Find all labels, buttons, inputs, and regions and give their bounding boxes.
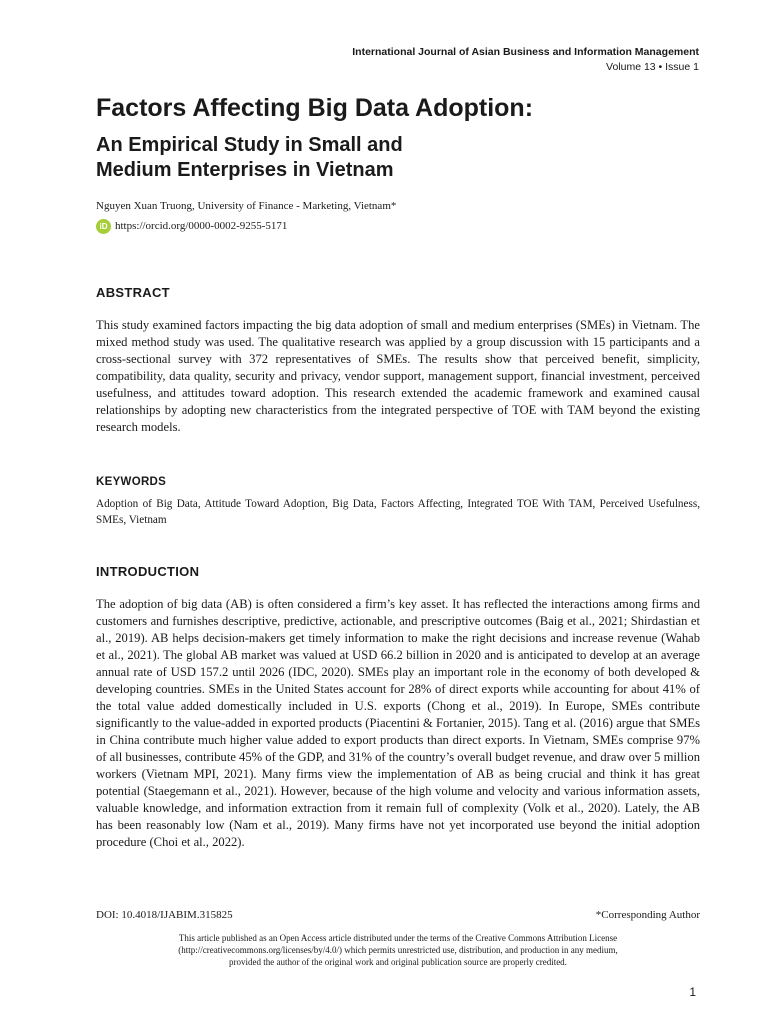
subtitle-line-2: Medium Enterprises in Vietnam	[96, 159, 394, 181]
license-line-2: (http://creativecommons.org/licenses/by/4.0/) which permits unrestricted use, distribution, and production in any medium,	[178, 945, 618, 955]
journal-header	[352, 45, 699, 75]
abstract-heading: ABSTRACT	[96, 285, 170, 300]
abstract-text: This study examined factors impacting the big data adoption of small and medium enterprises (SMEs) in Vietnam. The mixed method study was used. The qualitative research was applied by a group discussion with 15 participants and a cross-sectional survey with 372 representatives of SMEs. The results show that perceived benefit, simplicity, compatibility, data quality, security and privacy, vendor support, management support, financial investment, perceived usefulness, and attitudes toward adoption. This research extended the academic framework and examined causal relationships by adopting new characteristics from the integrated perspective of TOE with TAM beyond the existing research models.	[96, 318, 700, 434]
journal-issue: Volume 13 • Issue 1	[606, 61, 699, 73]
keywords-heading: KEYWORDS	[96, 476, 167, 488]
orcid-icon: iD	[96, 219, 111, 234]
corresponding-author-note: *Corresponding Author	[595, 909, 700, 921]
doi: DOI: 10.4018/IJABIM.315825	[96, 909, 233, 921]
journal-name: International Journal of Asian Business and Information Management	[352, 46, 699, 58]
article-subtitle	[96, 133, 403, 183]
subtitle-line-1: An Empirical Study in Small and	[96, 134, 403, 156]
author-affiliation: Nguyen Xuan Truong, University of Finance - Marketing, Vietnam*	[96, 200, 397, 212]
introduction-heading: INTRODUCTION	[96, 564, 200, 579]
orcid-line	[96, 218, 287, 234]
page-number: 1	[689, 985, 696, 999]
license-notice	[96, 932, 700, 968]
license-line-1: This article published as an Open Access article distributed under the terms of the Creative Commons Attribution License	[178, 933, 618, 943]
orcid-link[interactable]: https://orcid.org/0000-0002-9255-5171	[115, 220, 288, 232]
keywords-text: Adoption of Big Data, Attitude Toward Adoption, Big Data, Factors Affecting, Integrated TOE With TAM, Perceived Usefulness, SMEs, Vietnam	[96, 498, 700, 526]
article-title: Factors Affecting Big Data Adoption:	[96, 94, 534, 122]
introduction-text: The adoption of big data (AB) is often considered a firm’s key asset. It has reflected the interactions among firms and customers and furnishes descriptive, predictive, actionable, and prescriptive outcomes (Baig et al., 2021; Shirdastian et al., 2019). AB helps decision-makers get timely information to make the right decisions and increase revenue (Wahab et al., 2021). The global AB market was valued at USD 66.2 billion in 2020 and is anticipated to develop at an average annual rate of USD 157.2 until 2026 (IDC, 2020). SMEs play an important role in the economy of both developed & developing countries. SMEs in the United States account for 28% of direct exports while accounting for about 41% of the total value added domestically included in U.S. exports (Chong et al., 2019). In Europe, SMEs contribute significantly to the value-added in exported products (Piacentini & Fortanier, 2015). Tang et al. (2016) argue that SMEs in China contribute much higher value added to export products than direct exports. In Vietnam, SMEs comprise 97% of all businesses, contribute 45% of the GDP, and 31% of the country’s overall budget revenue, and draw over 5 million workers (Vietnam MPI, 2021). Many firms view the implementation of AB as being crucial and think it has great potential (Staegemann et al., 2021). However, because of the high volume and velocity and various information assets, valuable knowledge, and information extraction from it remain full of complexity (Volk et al., 2020). Lately, the AB has been reasonably low (Nam et al., 2019). Many firms have not yet incorporated use beyond the initial adoption procedure (Choi et al., 2022).	[96, 597, 701, 849]
license-line-3: provided the author of the original work and original publication source are properly credited.	[229, 957, 567, 967]
